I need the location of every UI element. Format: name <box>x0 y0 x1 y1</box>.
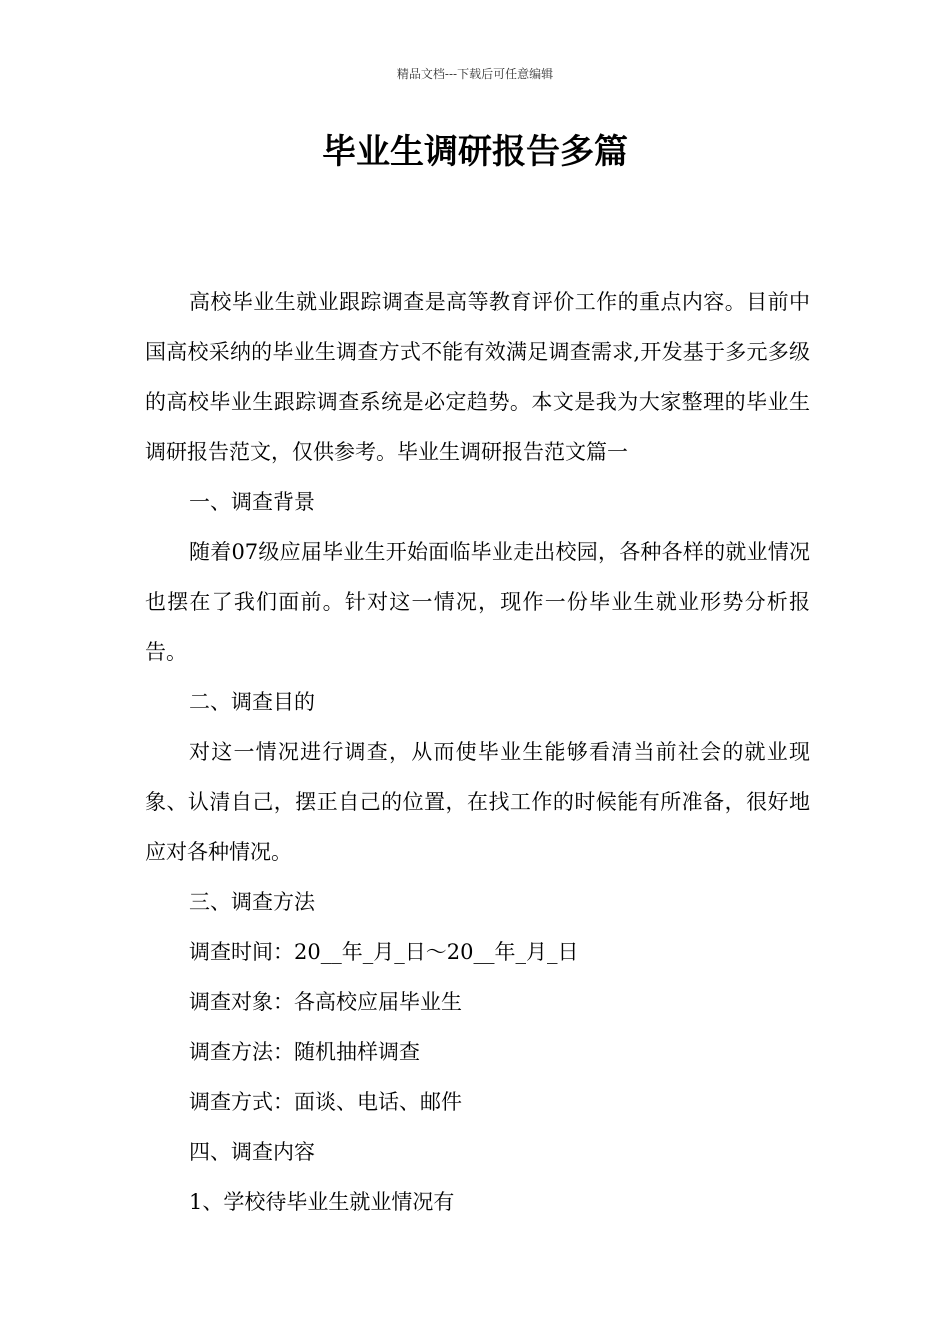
method-subject: 调查对象：各高校应届毕业生 <box>189 990 462 1014</box>
paragraph-purpose: 对这一情况进行调查，从而使毕业生能够看清当前社会的就业现象、认清自己，摆正自己的位置，在找工作的时候能有所准备，很好地应对各种情况。 <box>145 740 810 864</box>
document-body <box>145 277 810 1227</box>
paragraph-background: 随着07级应届毕业生开始面临毕业走出校园，各种各样的就业情况也摆在了我们面前。针对这一情况，现作一份毕业生就业形势分析报告。 <box>145 540 810 664</box>
heading-method: 三、调查方法 <box>189 890 315 914</box>
method-approach: 调查方法：随机抽样调查 <box>189 1040 420 1064</box>
heading-content: 四、调查内容 <box>189 1140 315 1164</box>
method-channel: 调查方式：面谈、电话、邮件 <box>189 1090 462 1114</box>
method-time: 调查时间：20__年_月_日～20__年_月_日 <box>189 940 579 964</box>
header-note: 精品文档---下载后可任意编辑 <box>396 67 554 81</box>
heading-background: 一、调查背景 <box>189 490 315 514</box>
paragraph-intro: 高校毕业生就业跟踪调查是高等教育评价工作的重点内容。目前中国高校采纳的毕业生调查方式不能有效满足调查需求,开发基于多元多级的高校毕业生跟踪调查系统是必定趋势。本文是我为大家整理的毕业生调研报告范文，仅供参考。毕业生调研报告范文篇一 <box>145 290 810 464</box>
document-title: 毕业生调研报告多篇 <box>322 132 628 172</box>
heading-purpose: 二、调查目的 <box>189 690 315 714</box>
content-item-1: 1、学校待毕业生就业情况有 <box>189 1190 455 1214</box>
